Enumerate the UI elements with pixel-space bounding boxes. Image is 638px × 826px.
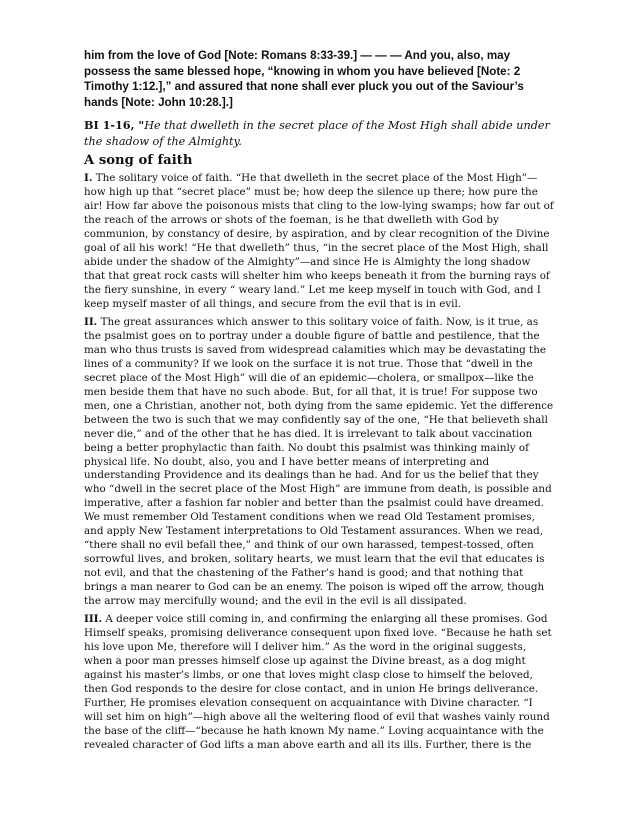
paragraph-numeral: I. (84, 172, 93, 185)
section-title: A song of faith (84, 153, 193, 169)
body-paragraph-1 (84, 172, 554, 311)
paragraph-numeral: II. (84, 316, 98, 329)
body-paragraph-2 (84, 316, 554, 608)
verse-reference: BI 1-16, " (84, 118, 145, 133)
paragraph-text: A deeper voice still coming in, and confirming the enlarging all these promises. God Himself speaks, promising deliverance consequent upon fixed love. “Because he hath set his love upon Me, therefore will I deliver him.” As the word in the original suggests, when a poor man presses himself close up against the Divine breast, as a dog might against his master’s limbs, or one that loves might clasp close to himself the beloved, then God responds to the desire for close contact, and in union He brings deliverance. Further, He promises elevation consequent on acquaintance with Divine character. “I will set him on high”—high above all the weltering flood of evil that washes vainly round the base of the cliff—“because he hath known My name.” Loving acquaintance with the revealed character of God lifts a man above earth and all its ills. Further, there is the (84, 613, 552, 751)
body-paragraph-3 (84, 613, 554, 752)
verse-paragraph (84, 118, 554, 149)
paragraph-text: The great assurances which answer to this solitary voice of faith. Now, is it true, as the psalmist goes on to portray under a double figure of battle and pestilence, that the man who thus trusts is saved from widespread calamities which may be devastating the lines of a community? If we look on the surface it is not true. Those that “dwell in the secret place of the Most High” will die of an epidemic—cholera, or smallpox—like the men beside them that have no such abode. But, for all that, it is true! For suppose two men, one a Christian, another not, both dying from the same epidemic. Yet the difference between the two is such that we may confidently say of the one, “He that believeth shall never die,” and of the other that he has died. It is irrelevant to talk about vaccination being a better prophylactic than faith. No doubt this psalmist was thinking mainly of physical life. No doubt, also, you and I have better means of interpreting and understanding Providence and its dealings than he had. And for us the belief that they who “dwell in the secret place of the Most High” are immune from death, is possible and imperative, after a fashion far nobler and better than the psalmist could have dreamed. We must remember Old Testament conditions when we read Old Testament promises, and apply New Testament interpretations to Old Testament assurances. When we read, “there shall no evil befall thee,” and think of our own harassed, tempest-tossed, often sorrowful lives, and broken, solitary hearts, we must learn that the evil that educates is not evil, and that the chastening of the Father’s hand is good; and that nothing that brings a man nearer to God can be an enemy. The poison is wiped off the arrow, though the arrow may mercifully wound; and the evil in the evil is all dissipated. (84, 316, 554, 607)
verse-text: He that dwelleth in the secret place of the Most High shall abide under the shadow of the Almighty. (84, 119, 550, 148)
paragraph-numeral: III. (84, 613, 103, 626)
paragraph-text: The solitary voice of faith. “He that dwelleth in the secret place of the Most High”—how high up that “secret place” must be; how deep the silence up there; how pure the air! How far above the poisonous mists that cling to the low-lying swamps; how far out of the reach of the arrows or shots of the foeman, is he that dwelleth with God by communion, by constancy of desire, by aspiration, and by clear recognition of the Divine goal of all his work! “He that dwelleth” thus, “in the secret place of the Most High, shall abide under the shadow of the Almighty”—and since He is Almighty the long shadow that that great rock casts will shelter him who keeps beneath it from the burning rays of the fiery sunshine, in every “ weary land.” Let me keep myself in touch with God, and I keep myself master of all things, and secure from the evil that is in evil. (84, 172, 554, 310)
intro-paragraph: him from the love of God [Note: Romans 8:33-39.] — — — And you, also, may possess the same blessed hope, “knowing in whom you have believed [Note: 2 Timothy 1:12.],” and assured that none shall ever pluck you out of the Saviour’s hands [Note: John 10:28.].] (84, 49, 524, 109)
